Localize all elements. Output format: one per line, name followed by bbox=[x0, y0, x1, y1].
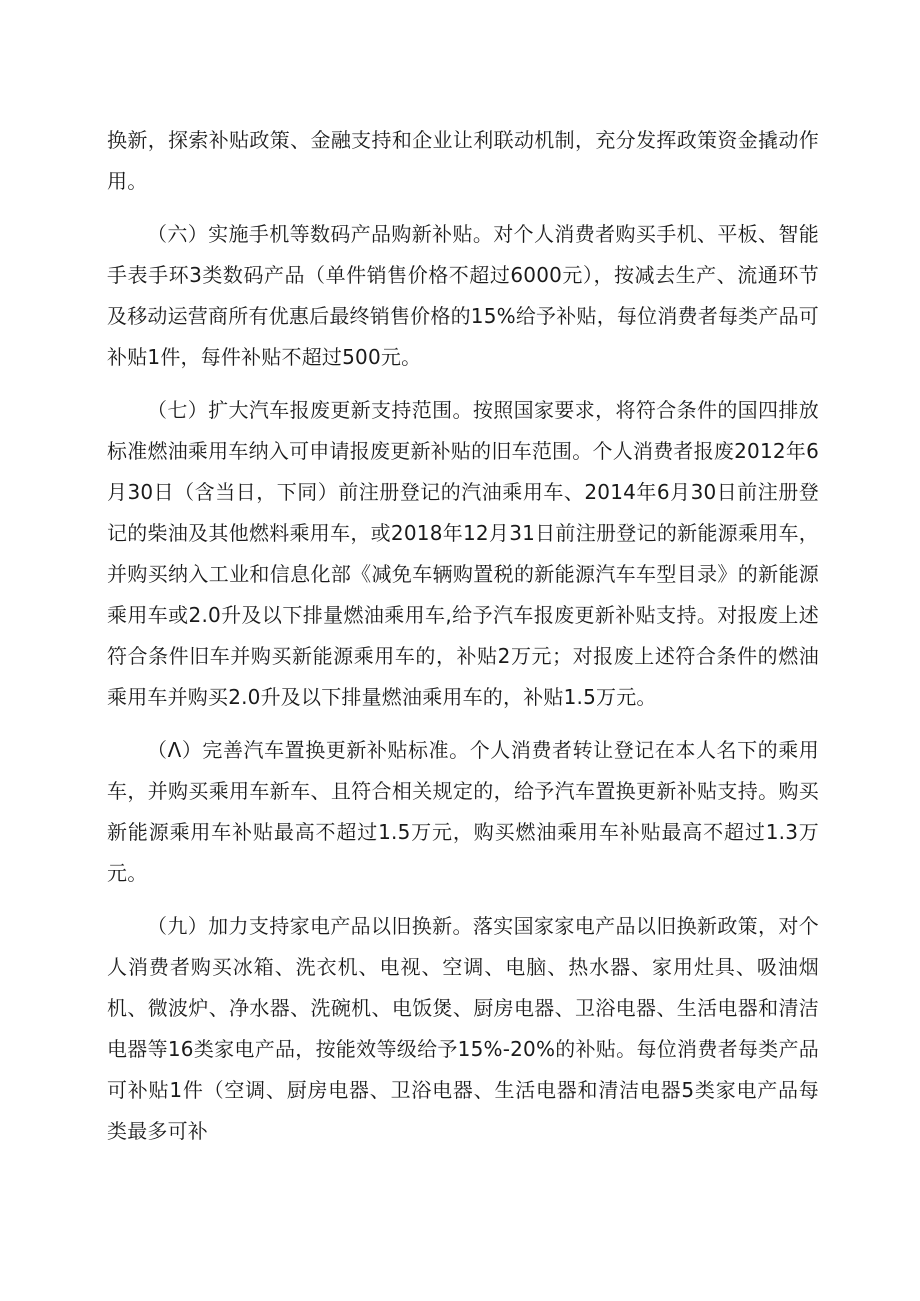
paragraph-item-9: （九）加力支持家电产品以旧换新。落实国家家电产品以旧换新政策，对个人消费者购买冰箱、洗衣机、电视、空调、电脑、热水器、家用灶具、吸油烟机、微波炉、净水器、洗碗机、电饭煲、厨房电器、卫浴电器、生活电器和清洁电器等16类家电产品，按能效等级给予15%-20%的补贴。每位消费者每类产品可补贴1件（空调、厨房电器、卫浴电器、生活电器和清洁电器5类家电产品每类最多可补 bbox=[107, 914, 819, 1143]
paragraph-item-8: （Λ）完善汽车置换更新补贴标准。个人消费者转让登记在本人名下的乘用车，并购买乘用车新车、且符合相关规定的，给予汽车置换更新补贴支持。购买新能源乘用车补贴最高不超过1.5万元，购买燃油乘用车补贴最高不超过1.3万元。 bbox=[107, 738, 819, 885]
paragraph-continuation: 换新，探索补贴政策、金融支持和企业让利联动机制，充分发挥政策资金撬动作用。 bbox=[107, 128, 819, 193]
paragraph-item-7: （七）扩大汽车报废更新支持范围。按照国家要求，将符合条件的国四排放标准燃油乘用车纳入可申请报废更新补贴的旧车范围。个人消费者报废2012年6月30日（含当日，下同）前注册登记的汽油乘用车、2014年6月30日前注册登记的柴油及其他燃料乘用车，或2018年12月31日前注册登记的新能源乘用车，并购买纳入工业和信息化部《减免车辆购置税的新能源汽车车型目录》的新能源乘用车或2.0升及以下排量燃油乘用车,给予汽车报废更新补贴支持。对报废上述符合条件旧车并购买新能源乘用车的，补贴2万元；对报废上述符合条件的燃油乘用车并购买2.0升及以下排量燃油乘用车的，补贴1.5万元。 bbox=[107, 398, 819, 709]
paragraph-item-6: （六）实施手机等数码产品购新补贴。对个人消费者购买手机、平板、智能手表手环3类数码产品（单件销售价格不超过6000元），按减去生产、流通环节及移动运营商所有优惠后最终销售价格的15%给予补贴，每位消费者每类产品可补贴1件，每件补贴不超过500元。 bbox=[107, 222, 819, 369]
document-body bbox=[107, 120, 819, 1164]
